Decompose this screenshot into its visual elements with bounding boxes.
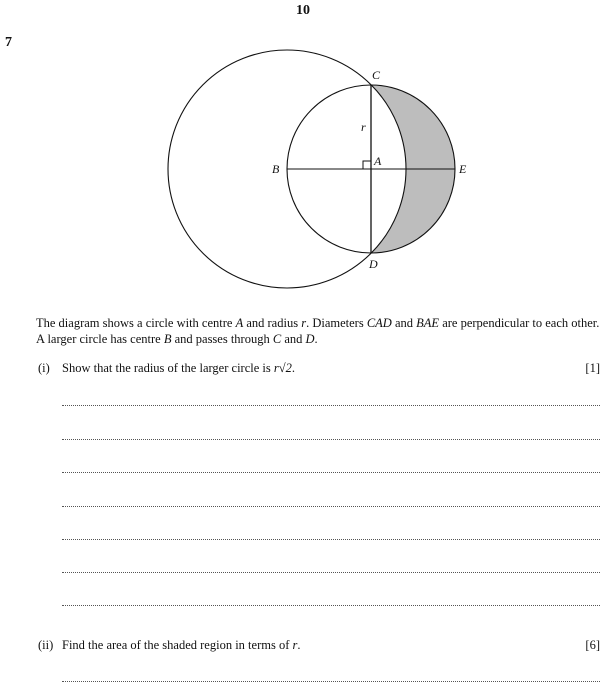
answer-line[interactable] <box>62 681 600 682</box>
label-r: r <box>361 120 366 134</box>
label-d: D <box>369 257 378 271</box>
answer-line[interactable] <box>62 605 600 606</box>
label-a: A <box>374 154 382 168</box>
label-e: E <box>459 162 467 176</box>
answer-line[interactable] <box>62 572 600 573</box>
answer-line[interactable] <box>62 472 600 473</box>
part-ii: (ii) Find the area of the shaded region in terms of r. <box>38 638 301 652</box>
geometry-diagram <box>0 0 606 300</box>
part-i-number: (i) <box>38 361 50 375</box>
part-i: (i) Show that the radius of the larger circle is r√2. <box>38 361 295 375</box>
answer-line[interactable] <box>62 439 600 440</box>
part-i-marks: [1] <box>585 361 600 375</box>
answer-line[interactable] <box>62 405 600 406</box>
part-i-formula: r√2 <box>273 361 292 375</box>
label-b: B <box>272 162 280 176</box>
page-number: 10 <box>296 3 310 18</box>
part-i-text: Show that the radius of the larger circle is <box>62 361 274 375</box>
label-c: C <box>372 68 381 82</box>
part-ii-text: Find the area of the shaded region in terms of <box>62 638 293 652</box>
part-ii-number: (ii) <box>38 638 54 652</box>
question-number: 7 <box>5 35 12 50</box>
part-ii-marks: [6] <box>585 638 600 652</box>
answer-line[interactable] <box>62 539 600 540</box>
right-angle-marker <box>363 161 371 169</box>
answer-line[interactable] <box>62 506 600 507</box>
question-intro: The diagram shows a circle with centre A and radius r. Diameters CAD and BAE are perpendicular to each other. A larger circle has centre B and passes through C and D. <box>36 316 600 346</box>
